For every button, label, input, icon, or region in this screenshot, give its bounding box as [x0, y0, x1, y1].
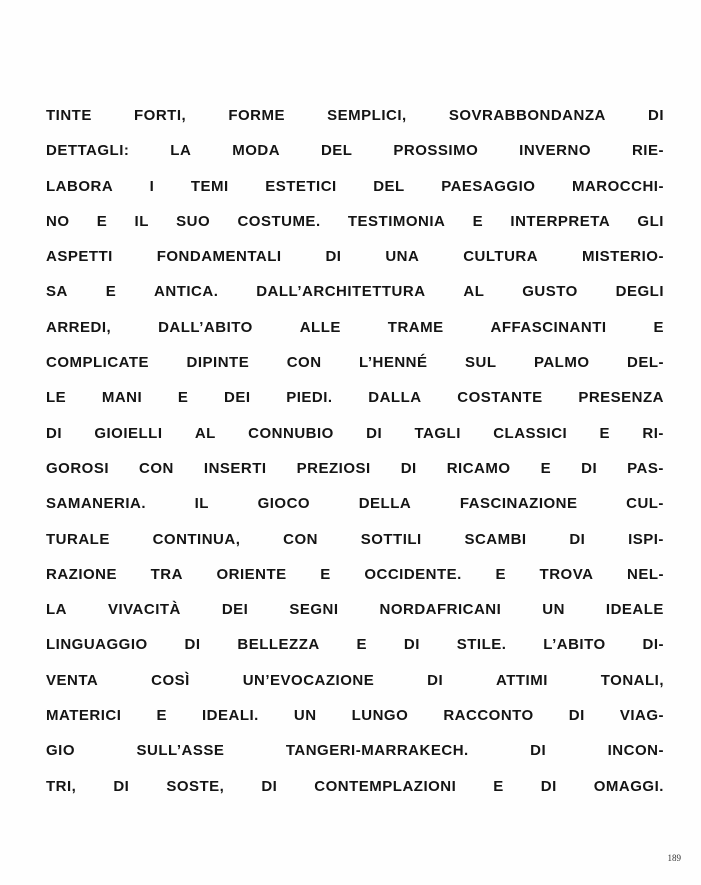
word: DIPINTE — [186, 354, 250, 372]
word: MAROCCHI- — [571, 177, 664, 195]
word: TRAME — [387, 318, 444, 336]
word: E — [599, 424, 611, 442]
word: DEL — [373, 177, 405, 195]
word: E — [356, 636, 368, 654]
word: E — [156, 707, 167, 725]
word: INSERTI — [203, 459, 267, 477]
word: ANTICA. — [154, 283, 219, 301]
word: MANI — [101, 389, 143, 407]
word: RI- — [642, 424, 664, 442]
text-line — [46, 352, 664, 387]
word: E — [472, 212, 484, 230]
word: SUO — [176, 212, 211, 230]
word: INVERNO — [519, 142, 592, 160]
text-line — [46, 176, 664, 211]
word: LABORA — [46, 177, 114, 195]
word: E — [493, 777, 504, 795]
word: E — [495, 565, 506, 583]
text-line — [46, 387, 664, 422]
word: UN’EVOCAZIONE — [242, 671, 375, 689]
word: DALL’ARCHITETTURA — [256, 283, 426, 301]
word: CULTURA — [463, 248, 539, 266]
word: VENTA — [46, 671, 99, 689]
word: DI — [530, 742, 547, 760]
word: L’ABITO — [543, 636, 606, 654]
word: DEI — [221, 601, 249, 619]
word: MODA — [232, 142, 281, 160]
word: GIO — [46, 742, 76, 760]
text-line — [46, 776, 664, 811]
word: MATERICI — [46, 707, 122, 725]
word: IL — [134, 212, 149, 230]
word: RICAMO — [446, 459, 511, 477]
word: AL — [463, 283, 485, 301]
word: TEMI — [190, 177, 229, 195]
word: VIVACITÀ — [107, 601, 181, 619]
word: PIEDI. — [286, 389, 333, 407]
text-line — [46, 599, 664, 634]
word: LA — [170, 142, 192, 160]
word: ARREDI, — [46, 318, 112, 336]
word: DI — [568, 707, 585, 725]
text-line — [46, 705, 664, 740]
word: E — [105, 283, 117, 301]
word: ASPETTI — [46, 248, 113, 266]
word: GUSTO — [522, 283, 578, 301]
word: L’HENNÉ — [359, 354, 428, 372]
word: TINTE — [46, 107, 92, 124]
word: TURALE — [46, 530, 110, 548]
word: IL — [194, 495, 209, 513]
word: DI — [184, 636, 201, 654]
word: IDEALE — [605, 601, 664, 619]
word: DI — [261, 777, 278, 795]
word: DI — [113, 777, 130, 795]
word: CON — [283, 530, 318, 548]
word: DALL’ABITO — [158, 318, 253, 336]
word: SEMPLICI, — [327, 107, 407, 124]
word: SOTTILI — [360, 530, 422, 548]
word: DEGLI — [615, 283, 664, 301]
word: SULL’ASSE — [136, 742, 225, 760]
word: ORIENTE — [216, 565, 287, 583]
word: TROVA — [539, 565, 594, 583]
word: TRA — [150, 565, 183, 583]
word: E — [320, 565, 331, 583]
word: SUL — [464, 354, 497, 372]
word: DI — [400, 459, 417, 477]
word: RAZIONE — [46, 565, 117, 583]
body-text — [46, 105, 664, 811]
word: TANGERI-MARRAKECH. — [285, 742, 469, 760]
word: PAS- — [627, 459, 664, 477]
word: DI — [569, 530, 586, 548]
word: TAGLI — [414, 424, 461, 442]
word: COSTUME. — [237, 212, 321, 230]
word: SOVRABBONDANZA — [448, 107, 606, 124]
word: NORDAFRICANI — [379, 601, 502, 619]
word: E — [540, 459, 552, 477]
text-line — [46, 634, 664, 669]
word: CUL- — [626, 495, 664, 513]
page-number: 189 — [667, 853, 681, 863]
word: DEL — [320, 142, 353, 160]
word: RIE- — [631, 142, 664, 160]
text-line — [46, 246, 664, 281]
word: I — [149, 177, 155, 195]
word: DALLA — [368, 389, 422, 407]
word: PREZIOSI — [296, 459, 371, 477]
word: DI — [325, 248, 342, 266]
word: STILE. — [456, 636, 507, 654]
word: E — [96, 212, 108, 230]
word: LINGUAGGIO — [46, 636, 148, 654]
text-line — [46, 211, 664, 246]
word: GIOCO — [257, 495, 311, 513]
word: DETTAGLI: — [46, 142, 130, 160]
word: ALLE — [299, 318, 341, 336]
word: COMPLICATE — [46, 354, 150, 372]
word: FORME — [228, 107, 285, 124]
word: ATTIMI — [496, 671, 548, 689]
word: LUNGO — [351, 707, 409, 725]
word: DI — [366, 424, 383, 442]
text-line — [46, 281, 664, 316]
word: INCON- — [607, 742, 664, 760]
word: DI — [403, 636, 420, 654]
text-line — [46, 564, 664, 599]
word: DEL- — [626, 354, 664, 372]
word: NO — [46, 212, 70, 230]
word: ISPI- — [628, 530, 664, 548]
word: TRI, — [46, 777, 77, 795]
word: DI — [46, 424, 62, 442]
word: IDEALI. — [202, 707, 259, 725]
word: PAESAGGIO — [441, 177, 536, 195]
word: PALMO — [533, 354, 590, 372]
word: OCCIDENTE. — [364, 565, 462, 583]
word: DI- — [642, 636, 664, 654]
word: MISTERIO- — [581, 248, 664, 266]
word: COSTANTE — [457, 389, 543, 407]
word: DI — [647, 107, 664, 124]
text-line — [46, 317, 664, 352]
word: FASCINAZIONE — [459, 495, 578, 513]
word: FONDAMENTALI — [156, 248, 282, 266]
word: LE — [46, 389, 67, 407]
word: DI — [427, 671, 444, 689]
word: CON — [286, 354, 322, 372]
word: SEGNI — [289, 601, 339, 619]
text-line — [46, 529, 664, 564]
word: DEI — [224, 389, 251, 407]
word: DI — [540, 777, 557, 795]
text-line — [46, 458, 664, 493]
word: CONTEMPLAZIONI — [314, 777, 457, 795]
word: CLASSICI — [493, 424, 568, 442]
word: GOROSI — [46, 459, 110, 477]
word: NEL- — [627, 565, 664, 583]
word: TESTIMONIA — [347, 212, 446, 230]
word: BELLEZZA — [237, 636, 320, 654]
word: DELLA — [358, 495, 412, 513]
text-line — [46, 140, 664, 175]
text-line — [46, 423, 664, 458]
word: GLI — [637, 212, 664, 230]
word: INTERPRETA — [510, 212, 611, 230]
word: UNA — [385, 248, 420, 266]
word: SCAMBI — [464, 530, 527, 548]
word: AL — [194, 424, 216, 442]
word: ESTETICI — [265, 177, 337, 195]
word: OMAGGI. — [593, 777, 664, 795]
text-line — [46, 740, 664, 775]
word: FORTI, — [134, 107, 187, 124]
word: COSÌ — [151, 671, 190, 689]
word: RACCONTO — [443, 707, 534, 725]
word: DI — [581, 459, 598, 477]
word: LA — [46, 601, 67, 619]
word: SAMANERIA. — [46, 495, 147, 513]
word: TONALI, — [600, 671, 664, 689]
word: CONNUBIO — [248, 424, 334, 442]
text-line — [46, 105, 664, 140]
word: UN — [542, 601, 565, 619]
text-line — [46, 493, 664, 528]
word: CONTINUA, — [152, 530, 241, 548]
word: E — [177, 389, 189, 407]
text-line — [46, 670, 664, 705]
word: PRESENZA — [578, 389, 664, 407]
word: GIOIELLI — [94, 424, 163, 442]
word: SOSTE, — [166, 777, 225, 795]
word: AFFASCINANTI — [490, 318, 607, 336]
word: CON — [139, 459, 174, 477]
word: UN — [293, 707, 317, 725]
word: SA — [46, 283, 68, 301]
word: VIAG- — [619, 707, 664, 725]
word: E — [653, 318, 664, 336]
word: PROSSIMO — [393, 142, 479, 160]
